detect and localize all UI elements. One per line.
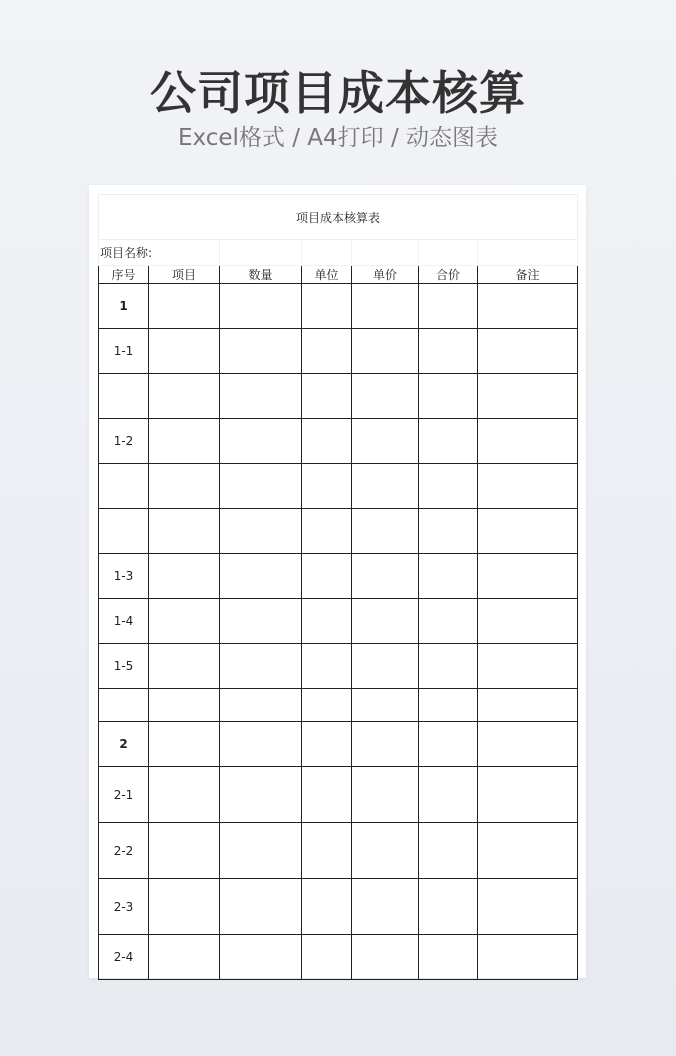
data-cell[interactable] <box>220 464 302 509</box>
meta-cell[interactable] <box>302 240 352 266</box>
page-subtitle: Excel格式 / A4打印 / 动态图表 <box>177 125 499 151</box>
data-cell[interactable] <box>352 722 419 767</box>
data-cell[interactable] <box>220 722 302 767</box>
data-cell[interactable] <box>419 329 478 374</box>
data-cell[interactable] <box>220 689 302 722</box>
data-cell[interactable] <box>352 823 419 879</box>
data-cell[interactable] <box>419 554 478 599</box>
cost-table <box>98 194 578 980</box>
data-cell[interactable] <box>419 599 478 644</box>
data-cell[interactable] <box>149 935 220 980</box>
data-cell[interactable] <box>220 419 302 464</box>
table-title[interactable]: 项目成本核算表 <box>99 195 578 240</box>
data-cell[interactable] <box>302 599 352 644</box>
data-cell[interactable] <box>419 464 478 509</box>
data-cell[interactable] <box>149 767 220 823</box>
column-header-unit-price[interactable]: 单价 <box>352 266 419 284</box>
page-title: 公司项目成本核算 <box>150 66 526 120</box>
data-cell[interactable] <box>149 823 220 879</box>
table-row <box>99 329 578 374</box>
table-row <box>99 464 578 509</box>
data-cell[interactable] <box>220 935 302 980</box>
project-name-row <box>99 240 578 266</box>
data-cell[interactable] <box>220 879 302 935</box>
seq-cell[interactable] <box>99 374 149 419</box>
table-row <box>99 935 578 980</box>
data-cell[interactable] <box>352 935 419 980</box>
meta-cell[interactable] <box>478 240 578 266</box>
data-cell[interactable] <box>419 419 478 464</box>
column-header-item[interactable]: 项目 <box>149 266 220 284</box>
column-header-total-price[interactable]: 合价 <box>419 266 478 284</box>
data-cell[interactable] <box>149 374 220 419</box>
data-cell[interactable] <box>478 419 578 464</box>
data-cell[interactable] <box>352 554 419 599</box>
data-cell[interactable] <box>149 879 220 935</box>
data-cell[interactable] <box>352 689 419 722</box>
data-cell[interactable] <box>478 644 578 689</box>
data-cell[interactable] <box>352 284 419 329</box>
data-cell[interactable] <box>220 554 302 599</box>
data-cell[interactable] <box>302 722 352 767</box>
data-cell[interactable] <box>419 935 478 980</box>
data-cell[interactable] <box>302 935 352 980</box>
seq-cell[interactable] <box>99 509 149 554</box>
data-cell[interactable] <box>302 644 352 689</box>
seq-cell[interactable]: 2-4 <box>99 935 149 980</box>
data-cell[interactable] <box>478 374 578 419</box>
project-name-label[interactable]: 项目名称: <box>99 240 220 266</box>
table-row <box>99 374 578 419</box>
column-header-remarks[interactable]: 备注 <box>478 266 578 284</box>
title-row <box>99 195 578 240</box>
seq-cell[interactable]: 1 <box>99 284 149 329</box>
seq-cell[interactable]: 1-3 <box>99 554 149 599</box>
meta-cell[interactable] <box>352 240 419 266</box>
data-cell[interactable] <box>302 419 352 464</box>
data-cell[interactable] <box>478 689 578 722</box>
data-cell[interactable] <box>478 554 578 599</box>
data-cell[interactable] <box>352 374 419 419</box>
data-cell[interactable] <box>352 599 419 644</box>
seq-cell[interactable]: 2 <box>99 722 149 767</box>
data-cell[interactable] <box>352 879 419 935</box>
table-row <box>99 554 578 599</box>
data-cell[interactable] <box>478 879 578 935</box>
data-cell[interactable] <box>302 767 352 823</box>
table-row <box>99 509 578 554</box>
table-row <box>99 284 578 329</box>
data-cell[interactable] <box>302 823 352 879</box>
header-row <box>99 266 578 284</box>
data-cell[interactable] <box>419 823 478 879</box>
data-cell[interactable] <box>352 767 419 823</box>
data-cell[interactable] <box>220 823 302 879</box>
seq-cell[interactable] <box>99 689 149 722</box>
data-cell[interactable] <box>220 644 302 689</box>
column-header-seq[interactable]: 序号 <box>99 266 149 284</box>
data-cell[interactable] <box>149 329 220 374</box>
data-cell[interactable] <box>220 284 302 329</box>
data-cell[interactable] <box>149 722 220 767</box>
data-cell[interactable] <box>220 509 302 554</box>
data-cell[interactable] <box>149 284 220 329</box>
data-cell[interactable] <box>220 599 302 644</box>
seq-cell[interactable]: 1-5 <box>99 644 149 689</box>
seq-cell[interactable]: 2-1 <box>99 767 149 823</box>
table-row <box>99 419 578 464</box>
data-cell[interactable] <box>352 329 419 374</box>
data-cell[interactable] <box>149 599 220 644</box>
table-row <box>99 599 578 644</box>
data-cell[interactable] <box>302 689 352 722</box>
table-row <box>99 879 578 935</box>
data-cell[interactable] <box>220 767 302 823</box>
meta-cell[interactable] <box>220 240 302 266</box>
data-cell[interactable] <box>302 509 352 554</box>
data-cell[interactable] <box>149 689 220 722</box>
data-cell[interactable] <box>419 374 478 419</box>
data-cell[interactable] <box>419 284 478 329</box>
data-cell[interactable] <box>220 374 302 419</box>
data-cell[interactable] <box>302 329 352 374</box>
seq-cell[interactable]: 1-4 <box>99 599 149 644</box>
data-cell[interactable] <box>478 722 578 767</box>
data-cell[interactable] <box>478 935 578 980</box>
data-cell[interactable] <box>149 554 220 599</box>
column-header-unit[interactable]: 单位 <box>302 266 352 284</box>
data-cell[interactable] <box>352 644 419 689</box>
data-cell[interactable] <box>419 767 478 823</box>
data-cell[interactable] <box>419 509 478 554</box>
table-row <box>99 644 578 689</box>
seq-cell[interactable] <box>99 464 149 509</box>
data-cell[interactable] <box>478 329 578 374</box>
data-cell[interactable] <box>302 374 352 419</box>
data-cell[interactable] <box>149 419 220 464</box>
data-cell[interactable] <box>149 644 220 689</box>
spreadsheet-sheet <box>89 185 586 978</box>
data-cell[interactable] <box>302 284 352 329</box>
seq-cell[interactable]: 2-3 <box>99 879 149 935</box>
column-header-quantity[interactable]: 数量 <box>220 266 302 284</box>
data-cell[interactable] <box>478 823 578 879</box>
data-cell[interactable] <box>478 767 578 823</box>
meta-cell[interactable] <box>419 240 478 266</box>
data-cell[interactable] <box>478 284 578 329</box>
data-cell[interactable] <box>220 329 302 374</box>
data-cell[interactable] <box>302 554 352 599</box>
data-cell[interactable] <box>149 509 220 554</box>
data-cell[interactable] <box>419 689 478 722</box>
data-cell[interactable] <box>419 879 478 935</box>
data-cell[interactable] <box>419 722 478 767</box>
data-cell[interactable] <box>478 599 578 644</box>
seq-cell[interactable]: 2-2 <box>99 823 149 879</box>
data-cell[interactable] <box>478 509 578 554</box>
table-row <box>99 722 578 767</box>
table-row <box>99 767 578 823</box>
data-cell[interactable] <box>352 419 419 464</box>
table-row <box>99 689 578 722</box>
data-cell[interactable] <box>149 464 220 509</box>
table-row <box>99 823 578 879</box>
seq-cell[interactable]: 1-2 <box>99 419 149 464</box>
data-cell[interactable] <box>352 464 419 509</box>
data-cell[interactable] <box>302 879 352 935</box>
data-cell[interactable] <box>478 464 578 509</box>
data-cell[interactable] <box>302 464 352 509</box>
seq-cell[interactable]: 1-1 <box>99 329 149 374</box>
data-cell[interactable] <box>352 509 419 554</box>
data-cell[interactable] <box>419 644 478 689</box>
